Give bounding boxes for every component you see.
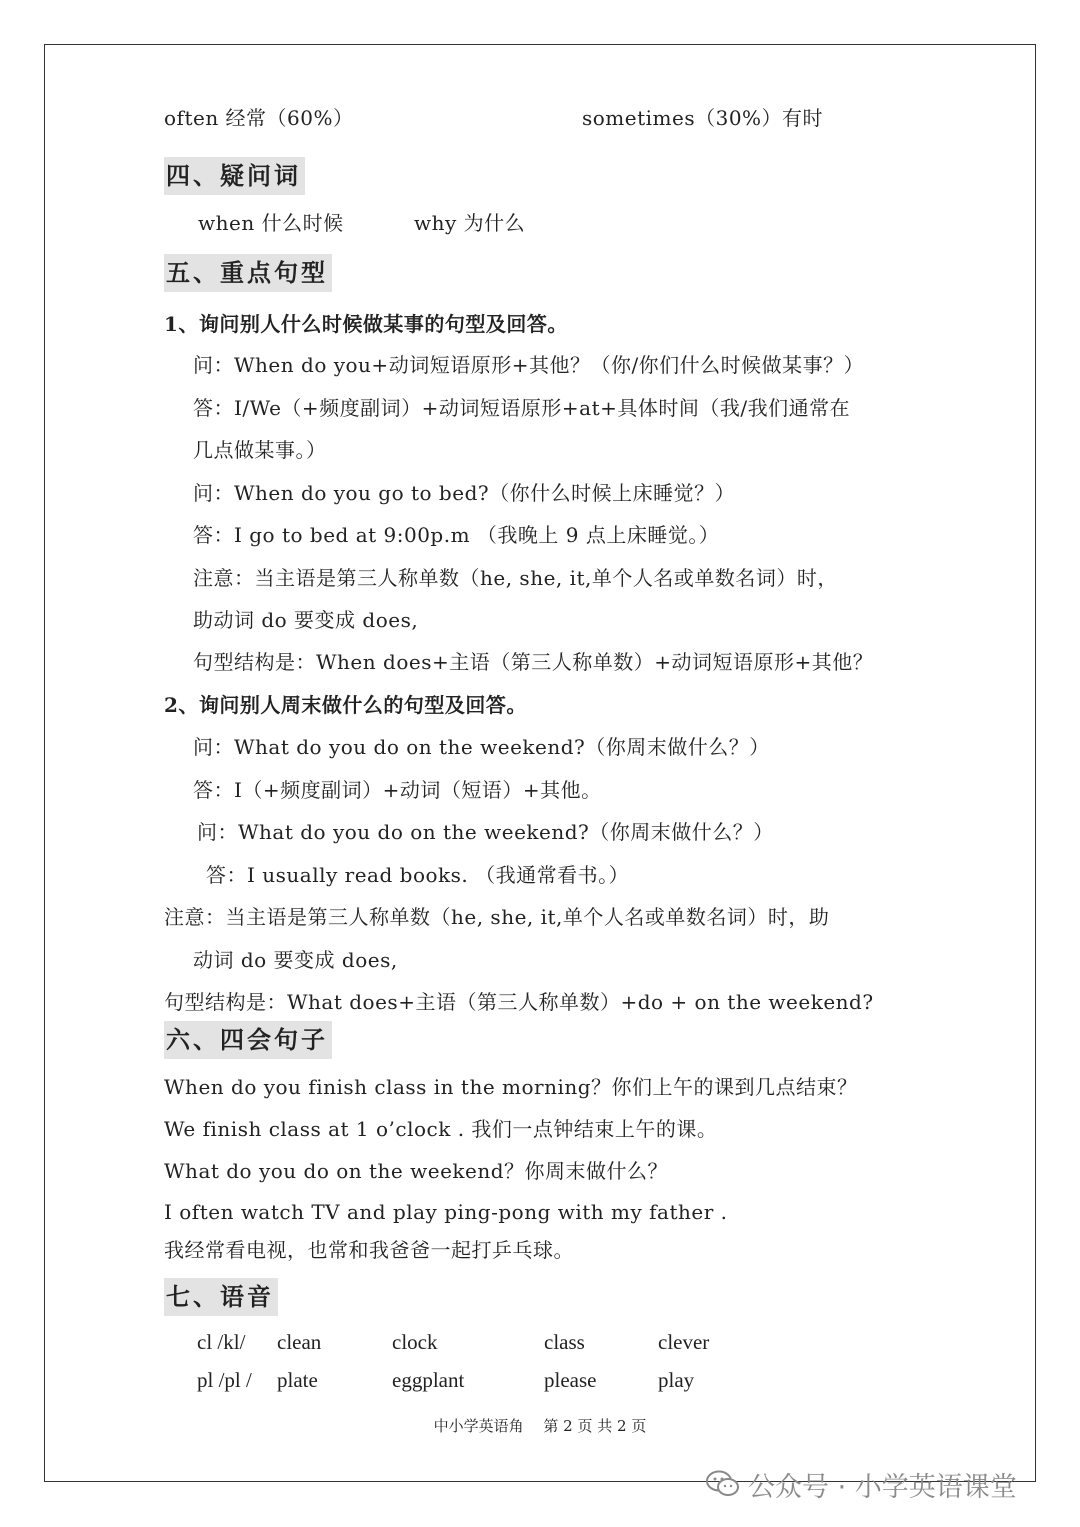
pattern-2-answer-example: 答：I usually read books. （我通常看书。） [206,863,630,887]
phonics-word: class [544,1330,585,1354]
sentence-2: We finish class at 1 o’clock . 我们一点钟结束上午的课。 [164,1117,718,1141]
sentence-5: 我经常看电视，也常和我爸爸一起打乒乓球。 [164,1238,574,1262]
section-6-heading: 六、四会句子 [164,1021,332,1059]
phonics-word: plate [277,1368,318,1392]
phonics-word: clock [392,1330,438,1354]
phonics-word: play [658,1368,695,1392]
phonics-word: clean [277,1330,322,1354]
pattern-2-structure: 句型结构是：What does+主语（第三人称单数）+do + on the weekend? [164,990,874,1014]
sentence-4: I often watch TV and play ping-pong with my father . [164,1200,728,1224]
why-entry: why 为什么 [414,211,526,235]
page-footer: 中小学英语角 第 2 页 共 2 页 [433,1417,647,1435]
phonics-word: clever [658,1330,710,1354]
often-entry: often 经常（60%） [164,106,354,130]
section-7-heading: 七、语音 [164,1278,278,1316]
watermark-text: 公众号 · 小学英语课堂 [748,1471,1017,1503]
phonics-word: eggplant [392,1368,465,1392]
pattern-1-answer: 答：I/We（+频度副词）+动词短语原形+at+具体时间（我/我们通常在 [193,396,851,420]
pattern-1-note: 注意：当主语是第三人称单数（he, she, it,单个人名或单数名词）时， [193,566,838,590]
sentence-3: What do you do on the weekend？你周末做什么？ [164,1159,669,1183]
phonics-pattern-cl: cl /kl/ [197,1330,246,1354]
pattern-1-answer-example: 答：I go to bed at 9:00p.m （我晚上 9 点上床睡觉。） [193,523,720,547]
pattern-2-question: 问：What do you do on the weekend?（你周末做什么？） [193,735,770,759]
pattern-2-question-example: 问：What do you do on the weekend?（你周末做什么？） [197,820,774,844]
wechat-icon [706,1470,740,1498]
pattern-1-title: 1、询问别人什么时候做某事的句型及回答。 [164,312,568,336]
pattern-1-structure: 句型结构是：When does+主语（第三人称单数）+动词短语原形+其他？ [193,650,874,674]
pattern-2-note-cont: 动词 do 要变成 does, [193,948,398,972]
when-entry: when 什么时候 [198,211,344,235]
pattern-1-note-cont: 助动词 do 要变成 does, [193,608,419,632]
pattern-2-note: 注意：当主语是第三人称单数（he, she, it,单个人名或单数名词）时，助 [164,905,830,929]
phonics-word: please [544,1368,597,1392]
section-4-heading: 四、疑问词 [164,157,305,195]
pattern-1-answer-cont: 几点做某事。） [193,438,327,462]
pattern-2-title: 2、询问别人周末做什么的句型及回答。 [164,693,527,717]
sometimes-entry: sometimes（30%）有时 [582,106,824,130]
phonics-pattern-pl: pl /pl / [197,1368,252,1392]
pattern-1-question: 问：When do you+动词短语原形+其他？（你/你们什么时候做某事？） [193,353,865,377]
pattern-2-answer: 答：I（+频度副词）+动词（短语）+其他。 [193,778,602,802]
section-5-heading: 五、重点句型 [164,254,332,292]
sentence-1: When do you finish class in the morning？你们上午的课到几点结束？ [164,1075,858,1099]
watermark [706,1462,1017,1506]
pattern-1-question-example: 问：When do you go to bed?（你什么时候上床睡觉？） [193,481,736,505]
